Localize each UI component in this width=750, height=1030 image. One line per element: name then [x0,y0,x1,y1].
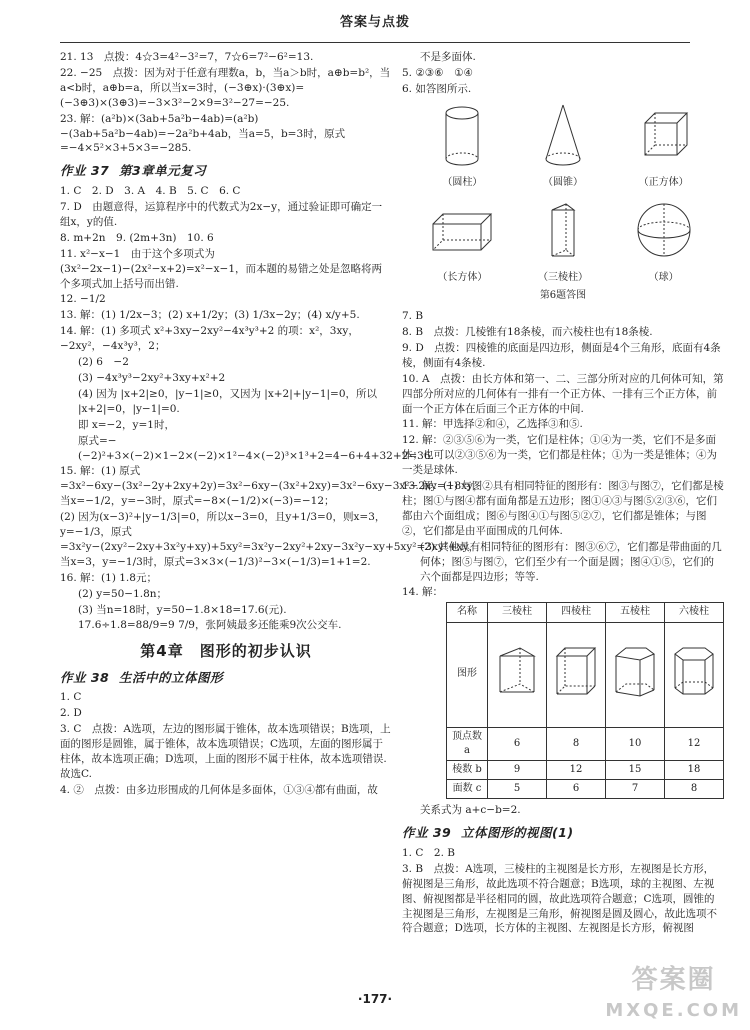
table-header-row [447,603,724,622]
prism-table [446,602,724,799]
table-shape-cell [606,622,665,727]
table-header-cell: 五棱柱 [606,603,665,622]
answer-line: 原式=−(−2)²+3×(−2)×1−2×(−2)×1²−4×(−2)³×1³+2=4−6+4+32+2=36. [78,434,434,462]
table-cell: 5 [488,780,547,799]
answer-line: 13. 解：(1) 1/2x−3；(2) x+1/2y；(3) 1/3x−2y；(4) x/y+5. [60,309,360,322]
solid-cylinder [412,101,513,190]
answer-line: 4. ② 点拨：由多边形围成的几何体是多面体，①③④都有曲面，故 [60,783,378,796]
table-row [447,727,724,760]
table-header-cell: 名称 [447,603,488,622]
solid-label: （三棱柱） [537,271,588,283]
homework-39-title: 立体图形的视图(1) [460,825,574,841]
table-row-label: 面数 c [447,780,488,799]
page-number: ·177· [357,991,393,1006]
left-top-answers [60,50,392,156]
answer-line: 15. 解：(1) 原式=3x²−6xy−(3x²−2y+2xy+2y)=3x²−6xy−(3x²+2xy)=3x²−6xy−3x²−2xy=−8xy，当x=−1/2，y=−3时，原式=−8×(−1/2)×(−3)=−12； [60,465,484,508]
homework-39-label: 作业 39 [402,825,452,841]
answer-line: 7. D 由题意得，运算程序中的代数式为2x−y，通过验证即可确定一组x，y的值. [60,201,383,228]
table-shape-cell [547,622,606,727]
answer-line: 8. m+2n 9. (2m+3n) 10. 6 [60,231,214,244]
cone-icon [528,101,598,171]
table-cell: 8 [665,780,724,799]
table-row-label: 图形 [447,622,488,727]
answer-line: 14. 解：(1) 多项式 x²+3xy−2xy²−4x³y³+2 的项：x²，3xy，−2xy²，−4x³y³，2； [60,325,359,353]
answer-line: 12. −1/2 [60,293,106,306]
answer-line: 16. 解：(1) 1.8元； [60,571,157,584]
homework-37-heading [60,162,392,180]
solid-cuboid [412,196,513,285]
answer-line: 9. D 点拨：四棱锥的底面是四边形，侧面是4个三角形，底面有4条棱，侧面有4条棱. [402,341,721,369]
quadrangular-prism-icon [551,642,601,702]
table-row-label: 棱数 b [447,760,488,779]
homework-37-title: 第3章单元复习 [118,163,207,179]
table-row-label: 顶点数 a [447,727,488,760]
homework-37-label: 作业 37 [60,163,110,179]
table-cell: 6 [488,727,547,760]
answer-line: 23. 解：(a²b)×(3ab+5a²b−4ab)=(a²b)−(3ab+5a²b−4ab)=−2a²b+4ab，当a=5，b=3时，原式=−4×5²×3+5×3=−285. [60,112,346,155]
homework-38-label: 作业 38 [60,669,110,685]
answer-line: 3. C 点拨：A选项，左边的图形属于锥体，故本选项错误；B选项，上面的图形是圆锥，属于锥体，故本选项错误；C选项，左面的图形属于柱体，故本选项正确；D选项，上面的图形不属于柱体，故本选项错误. 故选C. [60,723,391,780]
homework-39-answers [402,846,724,936]
table-cell: 8 [547,727,606,760]
table-cell: 9 [488,760,547,779]
answer-line: 1. C [60,691,82,704]
solids-figure [412,101,714,285]
answer-line: (2) 因为(x−3)²+|y−1/3|=0，所以x−3=0，且y+1/3=0，则x=3，y=−1/3，原式=3x²y−(2xy²−2xy+3x²y+xy)+5xy²=3x²y−2xy²+2xy−3x²y−xy+5xy²=3xy²+xy，当x=3，y=−1/3时，原式=3×3×(−1/3)²−3×(−1/3)=1+1=2. [60,511,480,568]
solid-triangular-prism [513,196,614,285]
solid-cone [513,101,614,190]
solid-label: （正方体） [638,176,689,188]
table-figure-row [447,622,724,727]
answer-line: (3) 当n=18时，y=50−1.8×18=17.6(元). [78,603,287,616]
answer-line: 10. A 点拨：由长方体和第一、二、三部分所对应的几何体可知，第四部分所对应的几何体有一排有一个正方体、一排有三个正方体，前面一个正方体在后面三个正方体的中间. [402,372,724,415]
homework-38-answers [60,690,392,797]
answer-line: 3. B 点拨：A选项，三棱柱的主视图是长方形，左视图是长方形，俯视图是三角形，故此选项不符合题意；B选项，球的主视图、左视图、俯视图都是半径相同的圆，故此选项符合题意；C选项，圆锥的主视图是三角形，左视图是三角形，俯视图是圆及圆心，故此选项不符合题意；D选项，长方体的主视图、左视图是长方形，俯视图 [402,862,717,935]
homework-38-title: 生活中的立体图形 [118,669,223,685]
answer-line: (2) 其他具有相同特征的图形有：图③⑥⑦，它们都是带曲面的几何体；图⑤与图⑦，它们至少有一个面是圆；图④①⑤，它们的六个面都是四边形；等等. [420,540,722,583]
watermark-logo [605,962,742,1024]
answer-line: 8. B 点拨：几棱锥有18条棱，而六棱柱也有18条棱. [402,326,653,338]
watermark-text-top: 答案圈 [631,964,716,995]
chapter-4-title: 第4章 图形的初步认识 [140,642,312,661]
answer-line: (2) 6 −2 [78,356,129,369]
answer-line: 22. −25 点拨：因为对于任意有理数a，b，当a＞b时，a⊕b=b²，当a<b时，a⊕b=a，所以当x=3时，(−3⊕x)·(3⊕x)=(−3⊕3)×(3⊕3)=−3×3²−2×9=3²−27=−25. [60,66,391,109]
figure-caption: 第6题答图 [539,289,587,301]
table-cell: 12 [665,727,724,760]
table-header-cell: 四棱柱 [547,603,606,622]
answer-line: 7. B [402,310,424,323]
answer-line: 14. 解： [402,586,444,599]
table-header-cell: 三棱柱 [488,603,547,622]
answer-line: 1. C 2. D 3. A 4. B 5. C 6. C [60,185,241,198]
cylinder-icon [427,101,497,171]
table-shape-cell [488,622,547,727]
cube-icon [629,101,699,171]
right-middle-answers [402,309,724,600]
watermark-text-bottom: MXQE.COM [605,1000,742,1022]
table-shape-cell [665,622,724,727]
right-column [402,50,724,978]
cuboid-icon [427,196,497,266]
homework-39-heading [402,824,724,842]
page-header [60,14,690,43]
pentagonal-prism-icon [610,642,660,702]
answer-line: 2. D [60,707,82,720]
table-cell: 7 [606,780,665,799]
table-cell: 12 [547,760,606,779]
table-cell: 10 [606,727,665,760]
answer-line: (2) y=50−1.8n； [78,587,168,600]
solid-label: （球） [648,271,679,283]
solid-cube [613,101,714,190]
table-row [447,760,724,779]
answer-line: (3) −4x³y³−2xy²+3xy+x²+2 [78,371,226,384]
table-cell: 15 [606,760,665,779]
solid-label: （长方体） [437,271,488,283]
triangular-prism-icon [528,196,598,266]
answer-line: 13. 解：(1) 与图②具有相同特征的图形有：图③与图⑦，它们都是棱柱；图①与图④都有面角都是五边形；图①④③与图⑤②③⑥，它们都由六个面组成；图⑥与图④①与图⑤②⑦，它们都是锥体；与图②，它们都是由平面围成的几何体. [402,480,724,537]
answer-line: 不是多面体. [420,51,476,63]
answer-line: 即 x=−2，y=1时， [78,418,175,431]
answer-line: 5. ②③⑥ ①④ [402,66,473,79]
hexagonal-prism-icon [669,642,719,702]
answer-line: 11. 解：甲选择②和④，乙选择③和⑤. [402,418,583,431]
triangular-prism-icon [492,642,542,702]
answer-line: 21. 13 点拨：4☆3=4²−3²=7，7☆6=7²−6²=13. [60,51,314,63]
answer-line: 12. 解：②③⑤⑥为一类，它们是柱体；①④为一类，它们不是多面体；也可以②③⑤⑥为一类，它们都是柱体；①为一类是锥体；④为一类是球体. [402,434,717,477]
homework-38-heading [60,669,392,687]
solid-label: （圆柱） [442,176,483,188]
relation-text: 关系式为 a+c−b=2. [420,804,521,817]
table-cell: 6 [547,780,606,799]
answer-line: 11. x²−x−1 由于这个多项式为(3x²−2x−1)−(2x²−x+2)=x²−x−1，而本题的易错之处是忽略将两个多项式加上括号而出错. [60,247,383,290]
solid-sphere [613,196,714,285]
answer-line: 6. 如答图所示. [402,82,472,95]
answer-line: 1. C 2. B [402,846,455,859]
table-row [447,780,724,799]
solid-label: （圆锥） [542,176,583,188]
answer-line: 17.6÷1.8=88/9=9 7/9，张阿姨最多还能乘9次公交车. [78,619,342,632]
page-header-title: 答案与点拨 [339,15,410,30]
table-header-cell: 六棱柱 [665,603,724,622]
answer-line: (4) 因为 |x+2|≥0，|y−1|≥0，又因为 |x+2|+|y−1|=0，所以 |x+2|=0，|y−1|=0. [78,387,378,415]
table-cell: 18 [665,760,724,779]
sphere-icon [629,196,699,266]
right-top-answers [402,50,724,97]
